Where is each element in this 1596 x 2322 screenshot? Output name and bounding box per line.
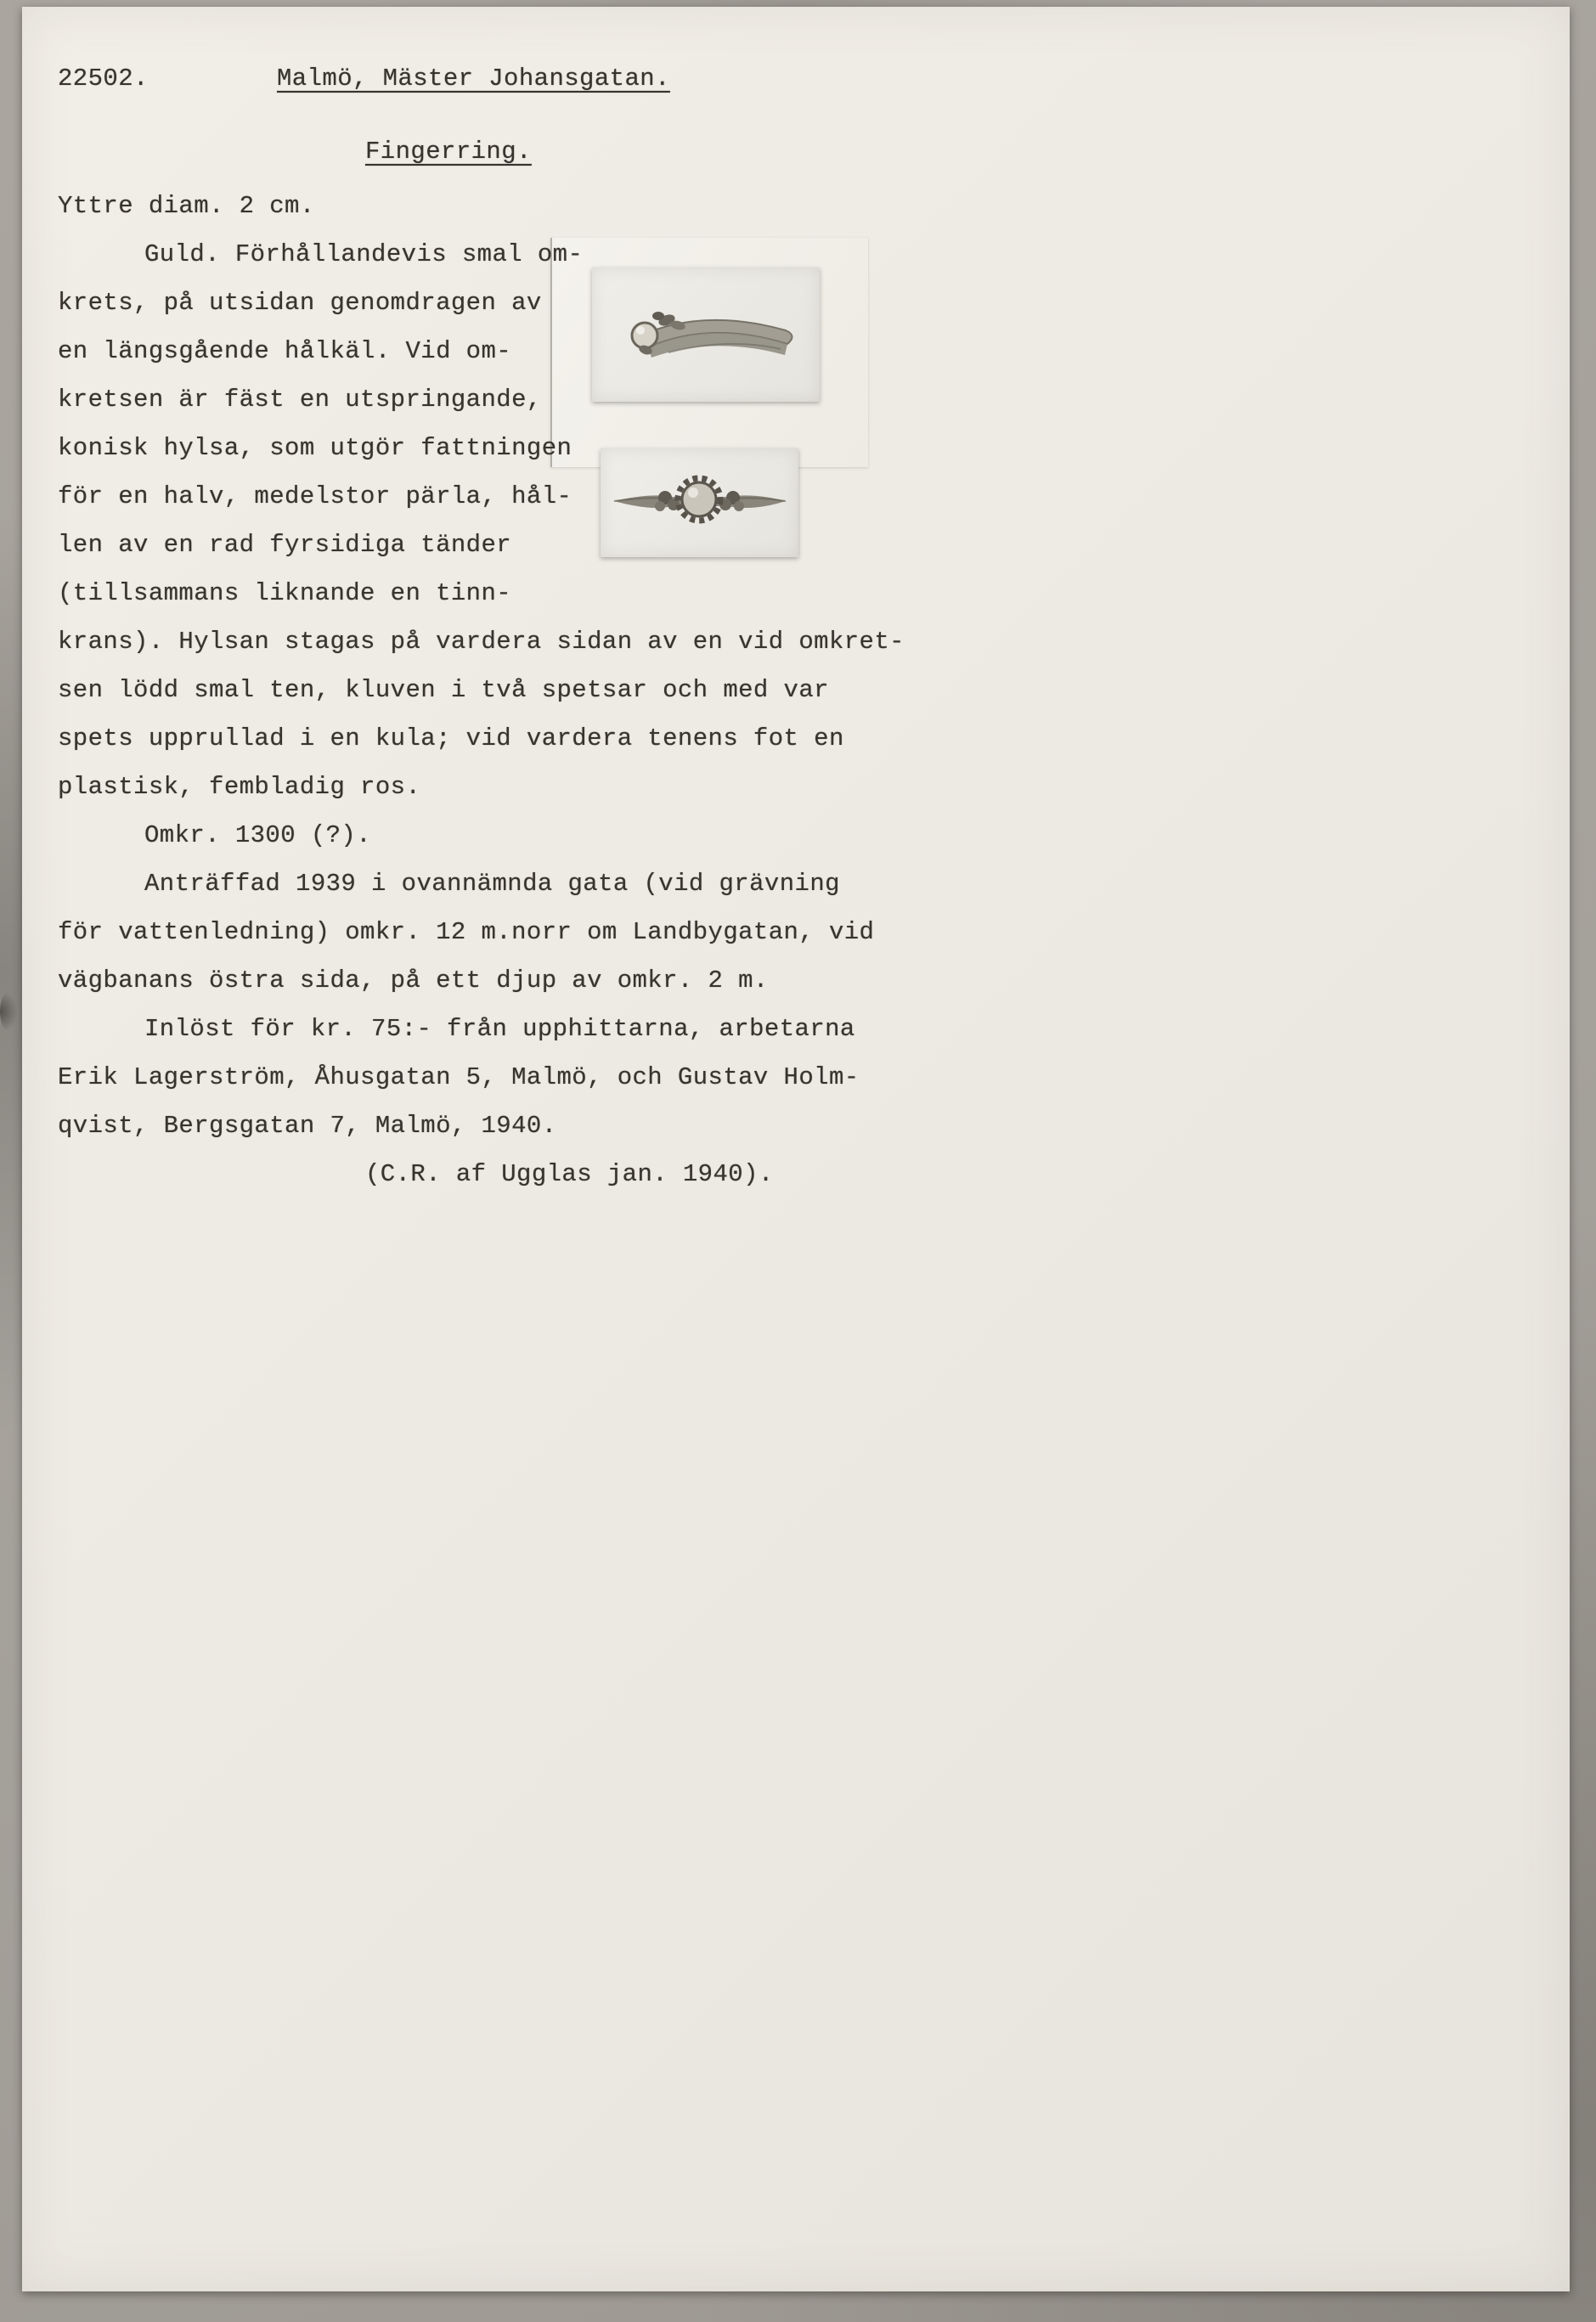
body-line: len av en rad fyrsidiga tänder	[58, 531, 512, 559]
edge-smudge	[0, 992, 17, 1031]
ring-side-illustration	[592, 268, 820, 402]
body-line: vägbanans östra sida, på ett djup av omkr. 2 m.	[58, 967, 769, 995]
body-line: Erik Lagerström, Åhusgatan 5, Malmö, och Gustav Holm-	[58, 1063, 860, 1091]
body-line: för en halv, medelstor pärla, hål-	[58, 482, 572, 510]
body-line: Omkr. 1300 (?).	[144, 821, 372, 849]
body-line: för vattenledning) omkr. 12 m.norr om Landbygatan, vid	[58, 918, 875, 946]
body-line: Guld. Förhållandevis smal om-	[144, 240, 584, 268]
photo-ring-front-detail	[601, 448, 798, 557]
location-heading: Malmö, Mäster Johansgatan.	[277, 65, 670, 93]
body-line: qvist, Bergsgatan 7, Malmö, 1940.	[58, 1112, 557, 1140]
catalog-number: 22502.	[58, 65, 149, 93]
body-line: spets upprullad i en kula; vid vardera tenens fot en	[58, 724, 844, 752]
photo-ring-side-view	[592, 268, 820, 402]
body-line: en längsgående hålkäl. Vid om-	[58, 337, 512, 365]
body-line: sen lödd smal ten, kluven i två spetsar och med var	[58, 676, 829, 704]
body-line: (tillsammans liknande en tinn-	[58, 579, 512, 607]
body-line: krets, på utsidan genomdragen av	[58, 289, 542, 317]
body-line: Anträffad 1939 i ovannämnda gata (vid grävning	[144, 870, 840, 898]
body-line: plastisk, fembladig ros.	[58, 773, 421, 801]
object-heading: Fingerring.	[365, 138, 532, 166]
credit-line: (C.R. af Ugglas jan. 1940).	[365, 1160, 774, 1188]
paper-sheet	[22, 7, 1570, 2291]
body-line: krans). Hylsan stagas på vardera sidan av en vid omkret-	[58, 628, 905, 656]
measurement-line: Yttre diam. 2 cm.	[58, 192, 315, 220]
body-line: Inlöst för kr. 75:- från upphittarna, arbetarna	[144, 1015, 855, 1043]
body-line: konisk hylsa, som utgör fattningen	[58, 434, 572, 462]
ring-front-illustration	[601, 448, 798, 557]
body-line: kretsen är fäst en utspringande,	[58, 386, 542, 414]
